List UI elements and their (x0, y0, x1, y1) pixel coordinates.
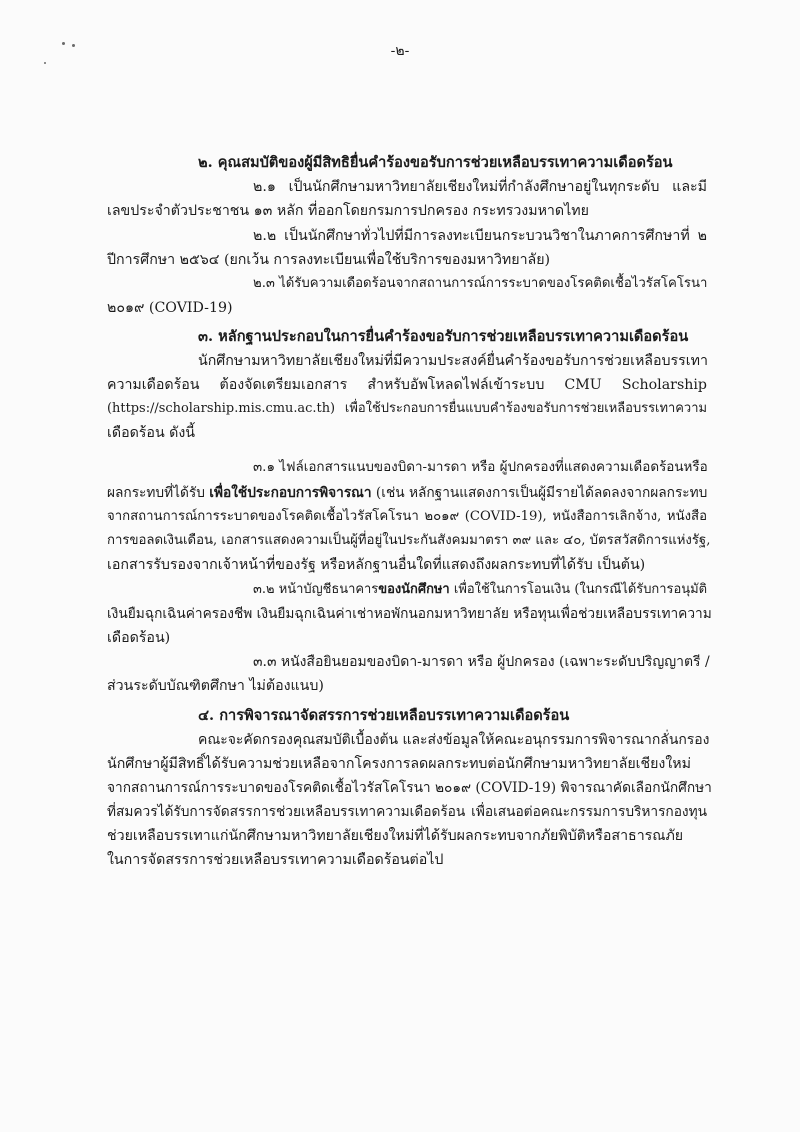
item-3-1-line: ๓.๑ ไฟล์เอกสารแนบของบิดา-มารดา หรือ ผู้ปกครองที่แสดงความเดือดร้อนหรือ (253, 460, 708, 475)
item-3-1-emphasis: เพื่อใช้ประกอบการพิจารณา (209, 485, 372, 501)
item-3-1-text: ผลกระทบที่ได้รับ (107, 485, 210, 501)
section-4-line: คณะจะคัดกรองคุณสมบัติเบื้องต้น และส่งข้อมูลให้คณะอนุกรรมการพิจารณากลั่นกรอง (198, 732, 710, 748)
section-3-heading: ๓. หลักฐานประกอบในการยื่นคำร้องขอรับการช่วยเหลือบรรเทาความเดือดร้อน (198, 328, 689, 345)
item-3-1-text: (เช่น หลักฐานแสดงการเป็นผู้มีรายได้ลดลงจากผลกระทบ (371, 485, 708, 501)
section-3-paragraph-line: นักศึกษามหาวิทยาลัยเชียงใหม่ที่มีความประสงค์ยื่นคำร้องขอรับการช่วยเหลือบรรเทา (198, 353, 708, 369)
section-3-paragraph-line: ความเดือดร้อน ต้องจัดเตรียมเอกสาร สำหรับอัพโหลดไฟล์เข้าระบบ CMU Scholarship (107, 377, 707, 393)
item-3-1-line: การขอลดเงินเดือน, เอกสารแสดงความเป็นผู้ที่อยู่ในประกันสังคมมาตรา ๓๙ และ ๔๐, บัตรสวัสดิการแห่งรัฐ, (107, 533, 711, 548)
item-3-2-emphasis: ของนักศึกษา (378, 582, 450, 597)
section-2-line: ปีการศึกษา ๒๕๖๔ (ยกเว้น การลงทะเบียนเพื่อใช้บริการของมหาวิทยาลัย) (107, 252, 551, 268)
section-4-line: ในการจัดสรรการช่วยเหลือบรรเทาความเดือดร้อนต่อไป (107, 852, 444, 868)
section-4-line: นักศึกษาผู้มีสิทธิ์ได้รับความช่วยเหลือจากโครงการลดผลกระทบต่อนักศึกษามหาวิทยาลัยเชียงใหม่ (107, 756, 691, 772)
section-2-line: เลขประจำตัวประชาชน ๑๓ หลัก ที่ออกโดยกรมการปกครอง กระทรวงมหาดไทย (107, 203, 589, 219)
item-3-2-line (253, 578, 707, 602)
section-4-heading: ๔. การพิจารณาจัดสรรการช่วยเหลือบรรเทาความเดือดร้อน (198, 707, 570, 724)
item-3-2-text: ๓.๒ หน้าบัญชีธนาคาร (253, 582, 379, 597)
section-2-line: ๒.๒ เป็นนักศึกษาทั่วไปที่มีการลงทะเบียนกระบวนวิชาในภาคการศึกษาที่ ๒ (253, 228, 707, 244)
item-3-3-line: ส่วนระดับบัณฑิตศึกษา ไม่ต้องแนบ) (107, 678, 324, 694)
section-4-line: จากสถานการณ์การระบาดของโรคติดเชื้อไวรัสโคโรนา ๒๐๑๙ (COVID-19) พิจารณาคัดเลือกนักศึกษา (107, 780, 712, 796)
item-3-1-line (107, 481, 707, 505)
section-3-paragraph-line: เดือดร้อน ดังนี้ (107, 425, 195, 441)
item-3-2-line: เดือดร้อน) (107, 630, 171, 646)
item-3-2-line: เงินยืมฉุกเฉินค่าครองชีพ เงินยืมฉุกเฉินค่าเช่าหอพักนอกมหาวิทยาลัย หรือทุนเพื่อช่วยเหลือบรรเทาความ (107, 606, 712, 622)
section-2-line: ๒.๓ ได้รับความเดือดร้อนจากสถานการณ์การระบาดของโรคติดเชื้อไวรัสโคโรนา (253, 276, 708, 291)
item-3-1-line: จากสถานการณ์การระบาดของโรคติดเชื้อไวรัสโคโรนา ๒๐๑๙ (COVID-19), หนังสือการเลิกจ้าง, หนังสือ (107, 509, 707, 524)
scan-speck (44, 62, 46, 64)
section-4-line: ที่สมควรได้รับการจัดสรรการช่วยเหลือบรรเทาความเดือดร้อน เพื่อเสนอต่อคณะกรรมการบริหารกองทุน (107, 804, 707, 820)
item-3-3-line: ๓.๓ หนังสือยินยอมของบิดา-มารดา หรือ ผู้ปกครอง (เฉพาะระดับปริญญาตรี / (253, 654, 710, 670)
section-2-line: ๒๐๑๙ (COVID-19) (107, 300, 233, 316)
section-2-line: ๒.๑ เป็นนักศึกษามหาวิทยาลัยเชียงใหม่ที่กำลังศึกษาอยู่ในทุกระดับ และมี (253, 179, 707, 195)
item-3-1-line: เอกสารรับรองจากเจ้าหน้าที่ของรัฐ หรือหลักฐานอื่นใดที่แสดงถึงผลกระทบที่ได้รับ เป็นต้น) (107, 557, 646, 573)
section-4-line: ช่วยเหลือบรรเทาแก่นักศึกษามหาวิทยาลัยเชียงใหม่ที่ได้รับผลกระทบจากภัยพิบัติหรือสาธารณภัย (107, 828, 684, 844)
page-number: -๒- (390, 43, 410, 59)
section-3-paragraph-line: (https://scholarship.mis.cmu.ac.th) เพื่อใช้ประกอบการยื่นแบบคำร้องขอรับการช่วยเหลือบรรเทาความ (107, 401, 707, 416)
section-2-heading: ๒. คุณสมบัติของผู้มีสิทธิยื่นคำร้องขอรับการช่วยเหลือบรรเทาความเดือดร้อน (198, 154, 673, 171)
item-3-2-text: เพื่อใช้ในการโอนเงิน (ในกรณีได้รับการอนุมัติ (449, 582, 707, 597)
